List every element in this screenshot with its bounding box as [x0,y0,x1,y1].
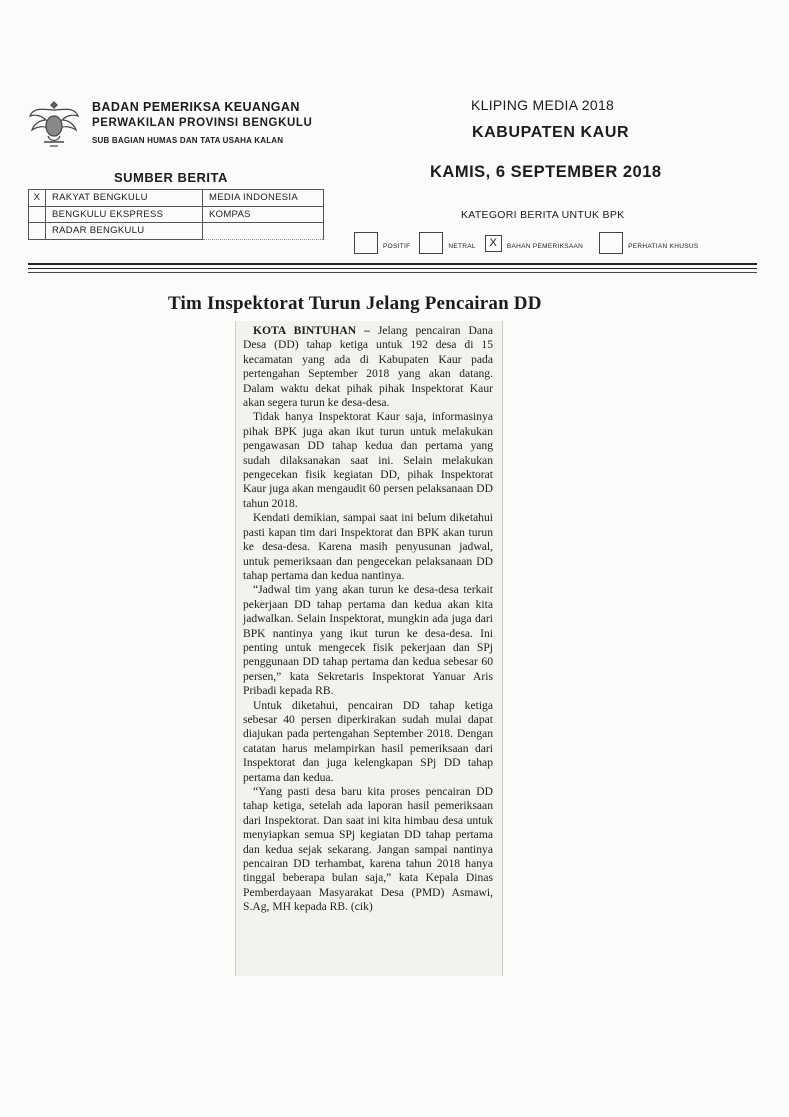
categories-title: KATEGORI BERITA UNTUK BPK [461,209,625,221]
source-name: KOMPAS [203,206,324,223]
garuda-emblem-icon [26,96,82,154]
source-mark [29,206,46,223]
kliping-title: KLIPING MEDIA 2018 [471,97,615,113]
source-name: RADAR BENGKULU [46,223,203,240]
article-paragraph: Untuk diketahui, pencairan DD tahap ketiga sebesar 40 persen diperkirakan sudah mulai dapat diajukan pada pertengahan September 2018. Dengan catatan harus melampirkan hasil pemeriksaan dari Inspektorat dan juga kelengkapan SPj DD tahap pertama dan kedua. [243,698,493,784]
org-division: SUB BAGIAN HUMAS DAN TATA USAHA KALAN [92,136,284,145]
article-paragraph: Tidak hanya Inspektorat Kaur saja, informasinya pihak BPK juga akan ikut turun untuk melakukan pengawasan DD tahap kedua dan pertama yang sudah dilaksanakan saat ini. Selain melakukan pengecekan fisik kegiatan DD, pihak Inspektorat Kaur juga akan mengaudit 60 persen pelaksanaan DD tahun 2018. [243,410,493,510]
divider [28,268,757,269]
article-paragraph: Kendati demikian, sampai saat ini belum diketahui pasti kapan tim dari Inspektorat dan BPK akan turun ke desa-desa. Karena masih penyusunan jadwal, untuk pemeriksaan dan pengecekan pelaksanaan DD tahap pertama dan kedua nantinya. [243,511,493,582]
article-dateline: KOTA BINTUHAN – [253,324,370,337]
org-branch: PERWAKILAN PROVINSI BENGKULU [92,117,313,129]
article-headline: Tim Inspektorat Turun Jelang Pencairan DD [168,293,542,314]
article-paragraph: “Yang pasti desa baru kita proses pencairan DD tahap ketiga, setelah ada laporan hasil pemeriksaan dari Inspektorat. Dan saat ini kita himbau desa untuk menyiapkan semua SPj kegiatan DD tahap pertama dan kedua sejak sekarang. Jangan sampai nantinya pencairan DD terhambat, karena tahun 2018 hanya tinggal beberapa bulan saja,” kata Kepala Dinas Pemberdayaan Masyarakat Desa (PMD) Asmawi, S.Ag, MH kepada RB. (cik) [243,785,493,914]
divider [28,272,757,273]
kabupaten-title: KABUPATEN KAUR [472,124,630,141]
divider [28,263,757,265]
category-checkbox [419,232,443,254]
source-row [29,206,324,223]
article-paragraph: KOTA BINTUHAN – Jelang pencairan Dana Desa (DD) tahap ketiga untuk 192 desa di 15 kecamatan yang ada di Kabupaten Kaur pada pertengahan September 2018 yang akan datang. Dalam waktu dekat pihak pihak Inspektorat Kaur akan segera turun ke desa-desa. [243,324,493,410]
sources-title: SUMBER BERITA [114,170,228,185]
source-row [29,223,324,240]
category-checkbox [354,232,378,254]
category-label: PERHATIAN KHUSUS [628,242,699,250]
source-name: BENGKULU EKSPRESS [46,206,203,223]
category-label: POSITIF [383,242,411,250]
source-name: MEDIA INDONESIA [203,190,324,207]
article-body [243,324,493,915]
source-mark: X [29,190,46,207]
org-name: BADAN PEMERIKSA KEUANGAN [92,100,300,114]
category-checkbox: X [485,235,502,252]
sources-table [28,189,324,240]
source-row [29,190,324,207]
category-label: NETRAL [448,242,476,250]
publication-date: KAMIS, 6 SEPTEMBER 2018 [430,163,662,181]
category-checkbox [599,232,623,254]
category-label: BAHAN PEMERIKSAAN [506,242,584,250]
source-name: RAKYAT BENGKULU [46,190,203,207]
category-row [354,232,708,254]
article-paragraph: “Jadwal tim yang akan turun ke desa-desa terkait pekerjaan DD tahap pertama dan kedua akan kita jadwalkan. Selain Inspektorat, mungkin ada juga dari BPK nantinya yang ikut turun ke desa-desa. Ini penting untuk mengecek fisik pekerjaan dan SPj penggunaan DD tahap pertama dan kedua sebesar 60 persen,” kata Sekretaris Inspektorat Yanuar Aris Pribadi kepada RB. [243,583,493,698]
source-name [203,223,324,240]
source-mark [29,223,46,240]
